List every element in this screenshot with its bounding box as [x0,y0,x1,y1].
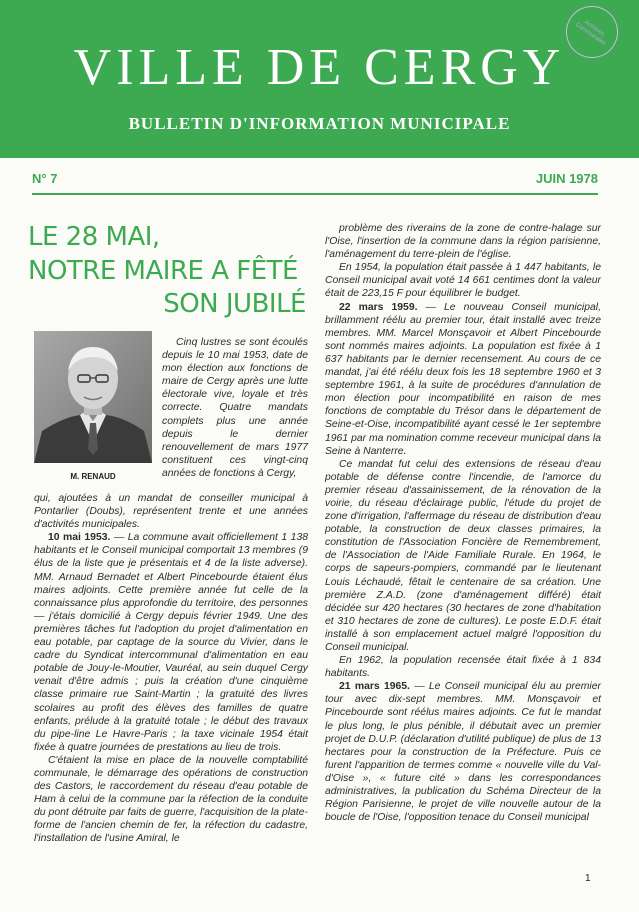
issue-row [32,171,598,195]
mayor-portrait-photo [34,331,152,463]
date-lead: 10 mai 1953. [48,532,111,544]
paragraph-text: problème des riverains de la zone de contre-halage sur l'Oise, l'insertion de la commune dans la région parisienne, l'aménagement du terre-plein de l'église. [325,223,601,261]
date-lead: 21 mars 1965. [339,681,410,693]
article-left-column [34,492,308,846]
headline-line: NOTRE MAIRE A FÊTÉ [28,256,298,286]
paragraph-text: En 1954, la population était passée à 1 447 habitants, le Conseil municipal avait voté 14 661 centimes dont la valeur était de 223,15 F pour équilibrer le budget. [325,262,601,300]
article-paragraph [325,680,601,824]
paragraph-text: C'étaient la mise en place de la nouvelle comptabilité communale, le démarrage des opérations de construction des Castors, le raccordement du réseau d'eau potable de Ham à celui de la commune par la réfection de la conduite du pont détruite par faits de guerre, l'acquisition de la plate-forme de l'ancien chemin de fer, la réfection du cadastre, l'installation de l'usine Amiral, le [34,754,308,845]
headline-line: LE 28 MAI, [28,222,160,252]
article-headline [28,222,306,320]
masthead-title: VILLE DE CERGY [73,39,566,96]
masthead-banner [0,0,639,158]
issue-date: JUIN 1978 [535,171,598,186]
paragraph-text: — La commune avait officiellement 1 138 habitants et le Conseil municipal comportait 13 membres (9 élus de la liste que je présentais et 4 de la liste adverse). MM. Arnaud Bernadet et Albert Pincebourde étaient élus maires adjoints. Cette première année fut celle de la connaissance plus approfondie du territoire, des personnes — j'étais domicilié à Cergy depuis février 1949. Une des premières tâches fut l'adoption du projet d'alimentation en eau potable, par captage de la source du Vivier, dans le cadre du Syndicat intercommunal d'alimentation en eau potable de Jouy-le-Moutier, Vauréal, au sein duquel Cergy venait d'être admis ; puis la création d'une cinquième classe primaire rue Saint-Martin ; la gratuité des livres scolaires au profit des élèves des familles de quatre enfants, prélude à la gratuité totale ; le début des travaux du pipe-line Le Havre-Paris ; la taxe vicinale 1954 était fixée à quatre journées de prestations au lieu de trois. [34,532,308,753]
paragraph-text: En 1962, la population recensée était fixée à 1 834 habitants. [325,655,601,680]
article-right-column [325,222,601,824]
headline-line: SON JUBILÉ [163,289,306,319]
paragraph-text: — Le Conseil municipal élu au premier tour avec dix-sept membres. MM. Monsçavoir et Pincebourde sont réélus maires adjoints. Ce fut le mandat le plus long, le plus pénible, il débutait avec un premier projet de D.U.P. (déclaration d'utilité publique) de plus de 13 hectares pour la construction de la Préfecture. Puis ce furent l'apparition de termes comme « nouvelle ville du Val-d'Oise », « future cité » dans les correspondances administratives, la publication du Schéma Directeur de la Région Parisienne, le projet de ville nouvelle autour de la boucle de l'Oise, l'opposition tenace du Conseil municipal [325,681,601,824]
masthead-subtitle: BULLETIN D'INFORMATION MUNICIPALE [128,114,511,133]
article-paragraph [325,301,601,458]
paragraph-text: — Le nouveau Conseil municipal, brillamment réélu au premier tour, était installé avec treize membres. MM. Marcel Monsçavoir et Albert Pincebourde sont nommés maires adjoints. La population est fixée à 1 637 habitants par le dernier recensement. Au cours de ce mandat, j'ai été réélu deux fois les 18 septembre 1960 et 3 septembre 1961, à la suite de procédures d'annulation de mon élection pour incompatibilité en raison de mes fonctions de comptable du Trésor dans le département de Seine-et-Oise, incompatibilité ayant cessé le 1er septembre 1961 par ma nomination comme receveur municipal dans la Seine à Nanterre. [325,301,601,457]
archive-stamp: Archives Communales [556,0,628,68]
article-paragraph [325,261,601,300]
article-paragraph [325,654,601,680]
article-intro [162,336,308,480]
issue-number: N° 7 [32,171,58,186]
article-paragraph [34,531,308,754]
page-number: 1 [585,873,591,884]
paragraph-text: qui, ajoutées à un mandat de conseiller municipal à Pontarlier (Doubs), représentent trente et une années d'activités municipales. [34,493,308,531]
article-paragraph [325,458,601,654]
paragraph-text: Ce mandat fut celui des extensions de réseau d'eau potable de défense contre l'incendie, de l'amorce du premier réseau d'assainissement, de la rénovation de la voirie, du réseau d'éclairage public, l'étude du projet de zone d'irrigation, l'affermage du réseau de distribution d'eau potable, la construction de deux classes primaires, la constitution de l'Association Foncière de Remembrement, de l'Association de l'Aide Familiale Rurale. En 1964, le corps de sapeurs-pompiers, commandé par le lieutenant Louis Léchaudé, fêtait le centenaire de sa création. Une première Z.A.D. (zone d'aménagement différé) était décidée sur 420 hectares (30 hectares de zone d'habitation et 310 hectares de zone de cultures). Le poste E.D.F. était installé à son emplacement actuel malgré l'opposition du Conseil municipal. [325,458,601,653]
article-paragraph [34,754,308,846]
intro-paragraph: Cinq lustres se sont écoulés depuis le 10 mai 1953, date de mon élection aux fonctions de maire de Cergy après une lutte électorale vive, loyale et très correcte. Quatre mandats complets plus une année depuis le dernier renouvellement de mars 1977 constituent ces vingt-cinq années de fonctions à Cergy, [162,337,308,479]
photo-caption: M. RENAUD [70,472,116,481]
date-lead: 22 mars 1959. [339,301,418,313]
article-paragraph [34,492,308,531]
article-paragraph [325,222,601,261]
